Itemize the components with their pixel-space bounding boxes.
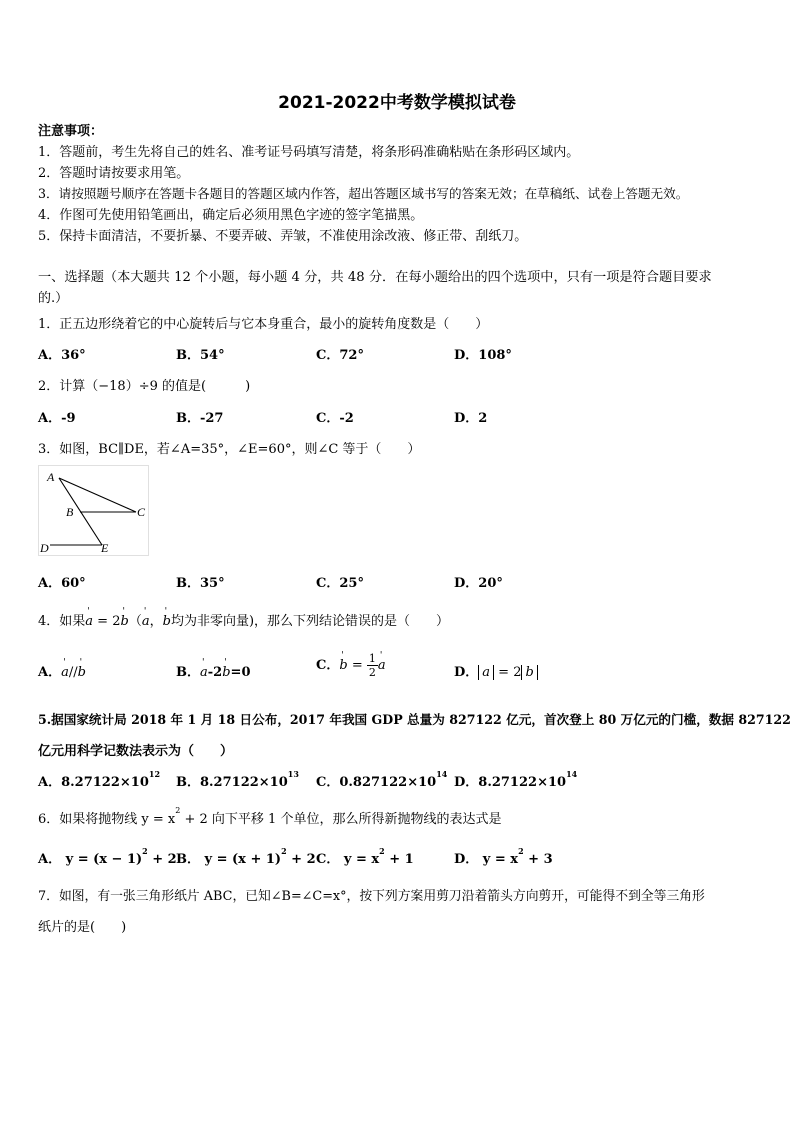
q6-option-b [176,848,316,867]
exponent: 14 [436,769,448,779]
q3-option-c: C．25° [316,576,364,591]
minus-two: -2 [207,665,223,680]
q2-option-d: D．2 [454,411,488,426]
q2-option-b: B．-27 [176,411,224,426]
exponent: 2 [142,846,148,856]
q1-option-c: C．72° [316,348,364,363]
q4-option-b [176,661,251,680]
question-6-stem [38,808,501,827]
vector-b: ' b [163,614,171,629]
question-5-stem-cont: 亿元用科学记数法表示为（ ） [38,744,234,759]
option-label: B． [176,665,200,680]
vector-b: ' b [222,665,230,680]
note-3: 3．请按照题号顺序在答题卡各题目的答题区域内作答，超出答题区域书写的答案无效；在草稿纸、试卷上答题无效。 [38,186,689,201]
label-d: D [40,541,49,555]
option-label: D． [454,665,479,680]
question-2-stem: 2．计算（−18）÷9 的值是( ) [38,379,251,394]
vector-a: ' a [61,665,69,680]
option-text: A． y = (x − 1) [38,852,143,867]
question-1-stem: 1．正五边形绕着它的中心旋转后与它本身重合，最小的旋转角度数是（ ） [38,317,489,332]
question-4-stem [38,610,449,629]
q6-option-c [316,848,414,867]
q1-option-b: B．54° [176,348,225,363]
q6-option-d [454,848,553,867]
option-text: B．8.27122×10 [176,775,288,790]
label-a: A [47,470,55,484]
option-text: + 3 [523,852,553,867]
q5-option-a [38,771,160,790]
q3-option-a: A．60° [38,576,86,591]
parallel-symbol: // [68,665,78,680]
option-text: + 2 [286,852,316,867]
note-5: 5．保持卡面清洁，不要折暴、不要弄破、弄皱，不准使用涂改液、修正带、刮纸刀。 [38,229,528,244]
q5-option-d [454,771,577,790]
fraction-denominator: 2 [368,666,376,679]
page-title: 2021-2022中考数学模拟试卷 [278,93,516,113]
question-7-stem-cont: 纸片的是( ) [38,920,127,935]
q3-option-d: D．20° [454,576,503,591]
q4-prefix: 4．如果 [38,614,86,629]
q4-suffix: 均为非零向量)，那么下列结论错误的是（ ） [170,614,450,629]
option-text: D．8.27122×10 [454,775,567,790]
option-text: + 1 [384,852,414,867]
exponent: 2 [379,846,385,856]
exponent: 2 [281,846,287,856]
note-1: 1．答题前，考生先将自己的姓名、准考证号码填写清楚，将条形码准确粘贴在条形码区域内。 [38,145,580,160]
vector-b: ' b [78,665,86,680]
option-text: C．0.827122×10 [316,775,437,790]
vector-a: ' a [85,614,93,629]
stem-text: + 2 向下平移 1 个单位，那么所得新抛物线的表达式是 [180,812,502,827]
q4-option-c [316,652,386,679]
q5-option-c [316,771,447,790]
q4-eq: = 2 [93,614,121,629]
exponent: 14 [566,769,578,779]
q1-option-d: D．108° [454,348,512,363]
magnitude-a: a [478,665,494,680]
label-b: B [66,505,74,519]
q4-comma: ， [149,614,163,629]
vector-a: ' a [378,658,386,673]
magnitude-b: b [521,665,537,680]
note-4: 4．作图可先使用铅笔画出，确定后必须用黑色字迹的签字笔描黑。 [38,208,424,223]
option-text: + 2 [147,852,177,867]
section-1-heading-cont: 的.） [38,291,69,306]
q3-figure [38,465,150,557]
q6-option-a [38,848,177,867]
q2-option-c: C．-2 [316,411,354,426]
fraction-one-half [367,652,378,679]
vector-b: ' b [339,658,347,673]
q4-option-d [454,661,538,680]
equals: = [347,658,367,673]
option-text: D． y = x [454,852,519,867]
option-text: B． y = (x + 1) [176,852,282,867]
label-e: E [101,541,109,555]
option-text: C． y = x [316,852,380,867]
exponent: 2 [518,846,524,856]
question-7-stem: 7．如图，有一张三角形纸片 ABC，已知∠B=∠C=x°，按下列方案用剪刀沿着箭头方向剪开，可能得不到全等三角形 [38,889,705,904]
q3-option-b: B．35° [176,576,225,591]
note-2: 2．答题时请按要求用笔。 [38,166,190,181]
vector-a: ' a [200,665,208,680]
option-label: C． [316,658,340,673]
exponent: 13 [287,769,299,779]
q5-option-b [176,771,299,790]
q4-paren: （ [128,614,142,629]
label-c: C [137,505,146,519]
exponent: 2 [175,806,181,815]
fraction-numerator: 1 [368,652,376,665]
equals-two: = 2 [494,665,522,680]
notes-heading: 注意事项： [38,124,104,139]
exponent: 12 [148,769,161,779]
option-label: A． [38,665,62,680]
question-3-stem: 3．如图，BC∥DE，若∠A=35°，∠E=60°，则∠C 等于（ ） [38,442,421,457]
question-5-stem: 5.据国家统计局 2018 年 1 月 18 日公布，2017 年我国 GDP 总量为 827122 亿元，首次登上 80 万亿元的门槛，数据 827122 [38,712,791,727]
equals-zero: =0 [230,665,251,680]
q4-option-a [38,661,86,680]
q2-option-a: A．-9 [38,411,76,426]
section-1-heading: 一、选择题（本大题共 12 个小题，每小题 4 分，共 48 分．在每小题给出的四个选项中，只有一项是符合题目要求 [38,270,712,285]
stem-text: 6．如果将抛物线 y = x [38,812,176,827]
vector-a: ' a [142,614,150,629]
vector-b: ' b [120,614,128,629]
q1-option-a: A．36° [38,348,86,363]
option-text: A．8.27122×10 [38,775,149,790]
